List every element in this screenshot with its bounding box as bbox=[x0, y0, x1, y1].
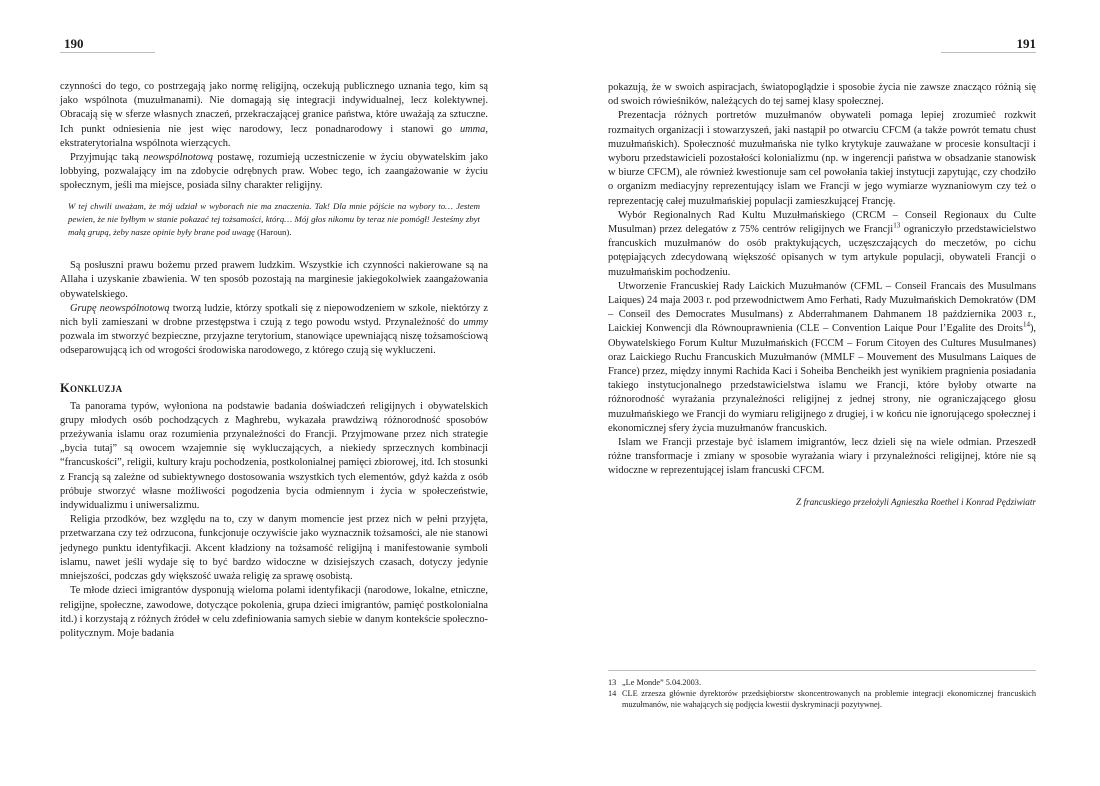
footnote-mark: 14 bbox=[608, 689, 617, 698]
paragraph: Utworzenie Francuskiej Rady Laickich Muzułmanów (CFML – Conseil Francais des Musulmans Laiques) 24 maja 2003 r. pod przewodnictwem Amo Ferhati, Rady Muzułmańskich Demokratów (DM – Conseil des Democrates Musulmans) z Abderrahmanem Dahmanem 18 października 2003 r., Laickiej Konwencji dla Równouprawnienia (CLE – Convention Laique Pour l’Egalite des Droits$^{14}$), Obywatelskiego Forum Kultur Muzułmańskich (FCCM – Forum Citoyen des Cultures Musulmanes) oraz Laickiego Ruchu Francuskich Muzułmanów (MMLF – Mouvement des Musulmans Laiques de France) przez, między innymi Rachida Kaci i Soheiba Bencheikh jest wynikiem pragnienia posiadania takiego instytucjonalnego przedstawicielstwa islamu we Francji, które byłoby otwarte na różnorodność wyrażania przynależności religijnej z jednej strony, nie ograniczającego głosu muzułmańskiego we Francji do wymiaru religijnego z drugiej, i w końcu nie ignorującego społecznej i ekonomicznej sfery życia muzułmanów francuskich. bbox=[608, 280, 1036, 434]
page-number: 190 bbox=[64, 36, 84, 51]
footnote-ref[interactable]: 13 bbox=[893, 221, 901, 230]
footnote-text: CLE zrzesza głównie dyrektorów przedsiębiorstw skoncentrowanych na problemie integracji ekonomicznej francuskich muzułmanów, nie wahających się podjęcia kwestii dyskryminacji pozytywnej. bbox=[622, 689, 1036, 709]
left-page-text bbox=[60, 80, 488, 641]
paragraph: Wybór Regionalnych Rad Kultu Muzułmańskiego (CRCM – Conseil Regionaux du Culte Musulman) przez delegatów z 75% centrów religijnych we Francji$^{13}$ ograniczyło przedstawicielstwo francuskich muzułmanów do osób praktykujących, uczęszczających do meczetów, po cichu potępiających zdecydowaną większość opisanych w tym artykule populacji, obywateli Francji o muzułmańskim pochodzeniu. bbox=[608, 209, 1036, 278]
paragraph: Prezentacja różnych portretów muzułmanów obywateli pomaga lepiej zrozumieć rozkwit rozmaitych organizacji i stowarzyszeń, jaki nastąpił po otwarciu CFCM (a także powrót tematu chust muzułmańskich). Społeczność muzułmańska nie tylko krytykuje zauważane w procesie konsultacji i wyboru przedstawicieli pozostałości kolonializmu (np. w ingerencji państwa w obsadzanie stanowisk w biurze CFCM), ale również kwestionuje sam cel powołania takiej instytucji zapytując, czy chodziło o organizm mediacyjny reprezentujący islam we Francji w jego wymiarze wyznaniowym czy też o reprezentację całej muzułmańskiej populacji zamieszkującej Francję. bbox=[608, 110, 1036, 207]
footnote bbox=[608, 688, 1036, 710]
paragraph: Przyjmując taką neowspólnotową postawę, rozumieją uczestniczenie w życiu obywatelskim jako lobbying, pozwalający im na zdobycie odrębnych praw. Wobec tego, ich zaangażowanie w życiu społecznym, jeśli ma miejsce, posiada silny charakter religijny. bbox=[60, 152, 488, 192]
right-page-text bbox=[608, 81, 1036, 507]
page-number: 191 bbox=[1016, 36, 1036, 51]
paragraph: Ta panorama typów, wyłoniona na podstawie badania doświadczeń religijnych i obywatelskich grupy młodych osób pochodzących z Maghrebu, wykazała prawdziwą różnorodność sposobów przeżywania islamu oraz rozumienia przynależności do Francji. Przyjmowane przez nich strategie „bycia tutaj” są owocem wzajemnie się wykluczających, a niekiedy sprzecznych kombinacji “francuskości”, religii, kultury kraju pochodzenia, postkolonialnej pamięci zbiorowej, itd. Ich stosunki z Francją są zależne od subiektywnego dostosowania wszystkich tych elementów, gdyż każda z osób próbuje stworzyć własne możliwości pogodzenia bycia odmiennym i życia w społeczeństwie, indywidualizmu i uniwersalizmu. bbox=[60, 400, 488, 512]
footnote-ref[interactable]: 14 bbox=[1022, 320, 1030, 329]
translator-credit: Z francuskiego przełożyli Agnieszka Roethel i Konrad Pędziwiatr bbox=[796, 496, 1036, 507]
section-heading: Konkluzja bbox=[60, 380, 123, 395]
paragraph: pokazują, że w swoich aspiracjach, światopoglądzie i sposobie życia nie zawsze znacząco różnią się od swoich rówieśników, należących do tej samej klasy społecznej. bbox=[608, 82, 1036, 108]
footnote-rule bbox=[608, 670, 1036, 671]
right-page bbox=[608, 0, 1036, 786]
paragraph: Te młode dzieci imigrantów dysponują wieloma polami identyfikacji (narodowe, lokalne, etniczne, religijne, społeczne, zawodowe, dotyczące pokolenia, grupa dzieci imigrantów, pamięć postkolonialna itd.) i korzystają z różnych źródeł w celu zdefiniowania samych siebie w danym kontekście społeczno-politycznym. Moje badania bbox=[60, 585, 488, 639]
header-rule bbox=[941, 52, 1036, 53]
paragraph: Grupę neowspólnotową tworzą ludzie, którzy spotkali się z niepowodzeniem w szkole, niektórzy z nich byli zamieszani w drobne przestępstwa i czują z tego powodu wstyd. Przynależność do ummy pozwala im stworzyć bezpieczne, przyjazne terytorium, stanowiące upewniającą niszę tożsamościową odseparowującą ich od wrogości środowiska narodowego, z którego czują się wykluczeni. bbox=[60, 302, 488, 357]
header-rule bbox=[60, 52, 155, 53]
footnotes bbox=[608, 677, 1036, 710]
block-quote: W tej chwili uważam, że mój udział w wyborach nie ma znaczenia. Tak! Dla mnie pójście na wybory to… Jestem pewien, że nie byłbym w stanie pokazać tej tożsamości, którą… Mój głos nikomu by teraz nie pomógł! Jesteśmy zbyt małą grupą, żeby nasze opinie były brane pod uwagę (Haroun). bbox=[68, 200, 480, 238]
paragraph: czynności do tego, co postrzegają jako normę religijną, oczekują publicznego uznania tego, kim są jako wspólnota (muzułmanami). Nie domagają się integracji indywidualnej, lecz kolektywnej. Obracają się w sferze własnych znaczeń, przekraczającej granice państwa, które uważają za sztuczne. Ich punkt odniesienia nie jest więc narodowy, lecz ponadnarodowy i stanowi go umma, ekstraterytorialna wspólnota wierzących. bbox=[60, 81, 488, 149]
footnote bbox=[608, 677, 1036, 688]
footnote-text: „Le Monde” 5.04.2003. bbox=[622, 678, 702, 687]
paragraph: Religia przodków, bez względu na to, czy w danym momencie jest przez nich w pełni przyjęta, przetwarzana czy też odrzucona, funkcjonuje oczywiście jako wyznacznik tożsamości, ale nie stanowi jedynego punktu identyfikacji. Akcent kładziony na tożsamość religijną i manifestowanie symboli islamu, nawet jeśli wydaje się to być bardzo widoczne w dzisiejszych czasach, dotyczy jedynie mniejszości, podczas gdy większość uważa religię za sprawę osobistą. bbox=[60, 514, 488, 583]
paragraph: Islam we Francji przestaje być islamem imigrantów, lecz dzieli się na wiele odmian. Przeszedł różne transformacje i zmiany w sposobie wyrażania wiary i przynależności religijnej, które nie są widoczne w reprezentującej islam francuski CFCM. bbox=[608, 437, 1036, 477]
footnote-mark: 13 bbox=[608, 678, 617, 687]
paragraph: Są posłuszni prawu bożemu przed prawem ludzkim. Wszystkie ich czynności nakierowane są na Allaha i uzyskanie zbawienia. W ten sposób pozostają na marginesie jakiegokolwiek zaangażowania obywatelskiego. bbox=[60, 260, 488, 300]
left-page bbox=[60, 0, 488, 786]
